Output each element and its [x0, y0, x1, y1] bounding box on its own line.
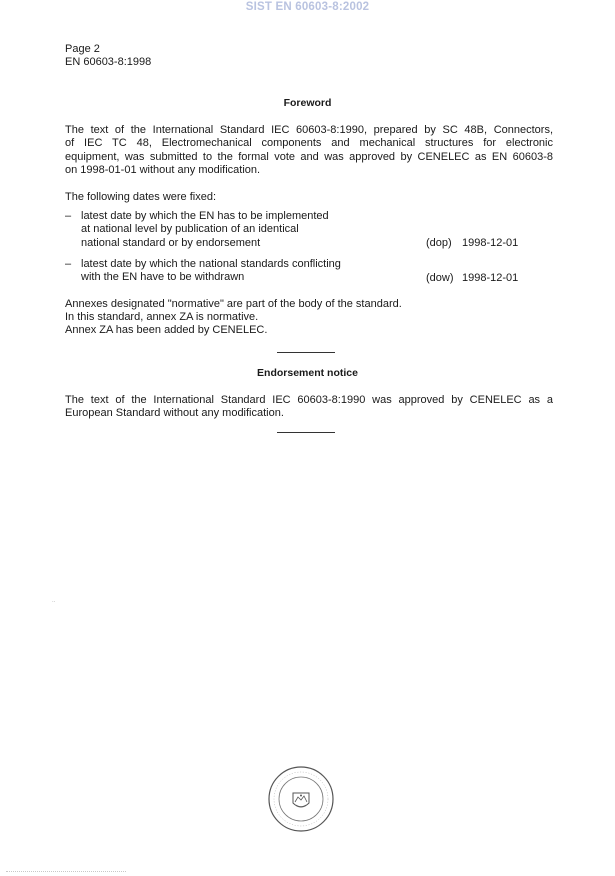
watermark: SIST EN 60603-8:2002	[245, 1, 370, 13]
dop-date: 1998-12-01	[462, 237, 519, 249]
endorsement-title: Endorsement notice	[257, 367, 358, 379]
scan-speck: ..	[52, 598, 56, 604]
dop-abbr: (dop)	[426, 237, 452, 249]
dates-intro: The following dates were fixed:	[65, 191, 217, 203]
foreword-intro-line: The text of the International Standard IEC 60603-8:1990, prepared by SC 48B, Connectors,	[65, 124, 553, 136]
date-item-line: national standard or by endorsement	[81, 236, 261, 249]
foreword-intro-line: on 1998-01-01 without any modification.	[65, 163, 261, 176]
foreword-intro-line: equipment, was submitted to the formal vote and was approved by CENELEC as EN 60603-8	[65, 150, 553, 163]
standard-id: EN 60603-8:1998	[65, 56, 152, 68]
dow-abbr: (dow)	[426, 272, 454, 284]
foreword-intro	[65, 124, 553, 177]
foreword-title: Foreword	[283, 97, 332, 109]
list-dash: –	[65, 258, 72, 270]
endorsement-text	[65, 394, 553, 421]
date-item-line: with the EN have to be withdrawn	[81, 271, 245, 284]
page-number: Page 2	[65, 43, 100, 55]
date-item-dop	[81, 210, 381, 250]
annex-line: In this standard, annex ZA is normative.	[65, 311, 259, 323]
endorsement-line: European Standard without any modification.	[65, 407, 284, 420]
list-dash: –	[65, 210, 72, 222]
date-item-line: latest date by which the national standards conflicting	[81, 258, 341, 270]
section-divider	[277, 352, 335, 353]
dow-date: 1998-12-01	[462, 272, 519, 284]
annex-line: Annexes designated "normative" are part of the body of the standard.	[65, 298, 402, 310]
endorsement-line: The text of the International Standard IEC 60603-8:1990 was approved by CENELEC as a	[65, 394, 553, 406]
date-item-line: latest date by which the EN has to be implemented	[81, 210, 329, 222]
date-item-line: at national level by publication of an identical	[81, 223, 299, 236]
annex-line: Annex ZA has been added by CENELEC.	[65, 324, 268, 336]
official-stamp-icon	[267, 765, 335, 833]
foreword-intro-line: of IEC TC 48, Electromechanical components and mechanical structures for electronic	[65, 137, 553, 150]
date-item-dow	[81, 258, 381, 285]
scan-edge	[6, 871, 126, 873]
section-divider	[277, 432, 335, 433]
